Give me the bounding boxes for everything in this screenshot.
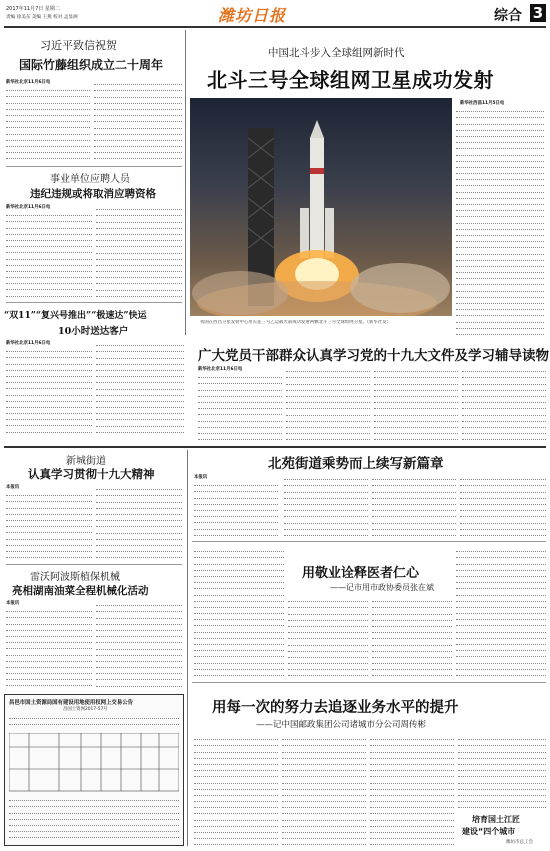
dangyuan-body-1 bbox=[198, 372, 282, 442]
jingye-left-col bbox=[194, 546, 284, 676]
divider bbox=[192, 541, 546, 542]
column-divider bbox=[185, 30, 186, 335]
beiyuan-title: 北苑街道乘势而上续写新篇章 bbox=[268, 456, 444, 472]
leiyuan-kicker: 雷沃阿波斯植保机械 bbox=[30, 572, 120, 583]
divider bbox=[6, 564, 182, 565]
beidou-title: 北斗三号全球组网卫星成功发射 bbox=[207, 68, 494, 92]
column-divider bbox=[187, 450, 188, 846]
xi-body-2 bbox=[94, 79, 182, 162]
xi-kicker: 习近平致信祝贺 bbox=[40, 39, 117, 52]
nuli-body-1 bbox=[194, 734, 278, 846]
divider bbox=[6, 166, 182, 167]
table-notes bbox=[9, 795, 179, 843]
jingye-body-1 bbox=[288, 596, 368, 678]
shiye-dateline: 新华社北京11月6日电 bbox=[6, 205, 51, 210]
table-title: 昌邑市国土资源局国有建设用地使用权网上交易公告 bbox=[9, 700, 133, 706]
union-ad bbox=[458, 812, 546, 848]
photo-caption: 我国在西昌卫星发射中心用长征三号乙运载火箭成功发射两颗北斗三号全球组网卫星。（新华社发） bbox=[200, 320, 391, 325]
nuli-subtitle: ——记中国邮政集团公司诸城市分公司周传彬 bbox=[256, 720, 427, 730]
dangyuan-title: 广大党员干部群众认真学习党的十九大文件及学习辅导读物 bbox=[198, 348, 549, 364]
fuxing-title-2: 10小时送达客户 bbox=[58, 326, 129, 337]
ad-line-2: 建设“四个城市 bbox=[462, 827, 516, 836]
xi-title: 国际竹藤组织成立二十周年 bbox=[19, 58, 164, 72]
beidou-kicker: 中国北斗步入全球组网新时代 bbox=[268, 47, 405, 59]
beiyuan-body-3 bbox=[372, 474, 456, 538]
jingye-body-3 bbox=[456, 546, 546, 678]
beidou-dateline: 新华社西昌11月5日电 bbox=[460, 101, 505, 106]
beiyuan-body-2 bbox=[284, 474, 368, 538]
nuli-body-3 bbox=[370, 734, 454, 846]
table-grid bbox=[9, 733, 179, 793]
divider bbox=[6, 302, 182, 303]
beiyuan-dateline: 本报讯 bbox=[194, 475, 208, 480]
xi-dateline: 新华社北京11月6日电 bbox=[6, 80, 51, 85]
masthead-section: 综合 bbox=[494, 8, 522, 24]
dangyuan-body-2 bbox=[286, 366, 370, 442]
xinchengjie-kicker: 新城街道 bbox=[66, 456, 106, 467]
leiyuan-title: 亮相湖南油菜全程机械化活动 bbox=[12, 585, 149, 597]
masthead-logo: 潍坊日报 bbox=[218, 6, 287, 25]
shiye-title-1: 事业单位应聘人员 bbox=[50, 174, 130, 185]
table-subtitle: 昌国土资网2017-57号 bbox=[63, 707, 108, 712]
jingye-body-2 bbox=[372, 596, 452, 678]
jingye-subtitle: ——记市用市政协委员张在斌 bbox=[330, 583, 434, 592]
dangyuan-body-3 bbox=[374, 366, 458, 442]
xinchengjie-body-2 bbox=[96, 484, 182, 562]
land-notice-table bbox=[4, 694, 184, 846]
xinchengjie-title: 认真学习贯彻十九大精神 bbox=[28, 467, 155, 481]
divider bbox=[192, 682, 546, 683]
table-intro bbox=[9, 713, 179, 731]
beiyuan-body-1 bbox=[194, 480, 278, 538]
beidou-body bbox=[456, 106, 544, 336]
nuli-body-2 bbox=[282, 734, 366, 846]
fuxing-body-2 bbox=[96, 340, 184, 436]
masthead bbox=[0, 0, 550, 28]
rocket-launch-photo bbox=[190, 98, 452, 316]
shiye-title-2: 违纪违规或将取消应聘资格 bbox=[30, 188, 156, 200]
dangyuan-dateline: 新华社北京11月6日电 bbox=[198, 367, 243, 372]
xi-body-1 bbox=[6, 85, 90, 162]
fuxing-body-1 bbox=[6, 346, 92, 436]
nuli-title: 用每一次的努力去追逐业务水平的提升 bbox=[212, 699, 459, 716]
masthead-rule bbox=[4, 26, 546, 28]
leiyuan-dateline: 本报讯 bbox=[6, 601, 20, 606]
section-rule bbox=[4, 446, 546, 448]
fuxing-dateline: 新华社北京11月6日电 bbox=[6, 341, 51, 346]
page-number: 3 bbox=[530, 4, 546, 22]
masthead-date: 2017年11月7日 星期二 bbox=[6, 6, 60, 12]
leiyuan-body-2 bbox=[96, 600, 182, 690]
xinchengjie-body-1 bbox=[6, 490, 92, 562]
fuxing-title-1: “双11”“复兴号推出”“极速达”快运 bbox=[4, 311, 147, 321]
ad-line-1: 培育国土江匠 bbox=[472, 815, 520, 824]
jingye-title: 用敬业诠释医者仁心 bbox=[302, 566, 420, 581]
rocket-icon bbox=[190, 98, 452, 316]
beiyuan-body-4 bbox=[460, 474, 546, 538]
dangyuan-body-4 bbox=[462, 366, 546, 442]
nuli-body-4 bbox=[458, 734, 546, 810]
leiyuan-body-1 bbox=[6, 606, 92, 690]
shiye-body-2 bbox=[96, 204, 182, 300]
xinchengjie-dateline: 本报讯 bbox=[6, 485, 20, 490]
shiye-body-1 bbox=[6, 210, 92, 300]
ad-line-3: 潍坊市总工会 bbox=[506, 840, 533, 845]
masthead-editors: 责编 徐美东 美编 王燕 校对 孟显洲 bbox=[6, 15, 78, 20]
